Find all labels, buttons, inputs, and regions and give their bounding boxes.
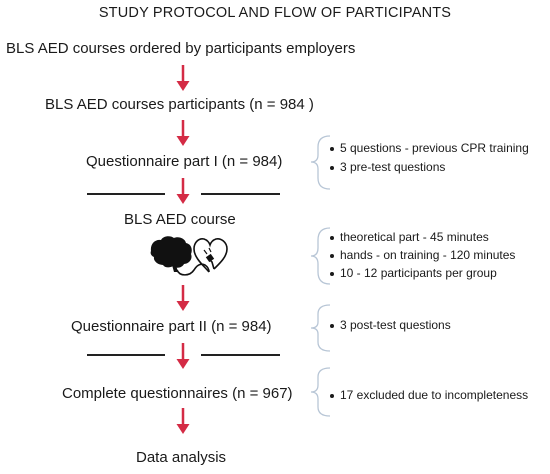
note-pre-test-questions: 3 pre-test questions bbox=[340, 160, 446, 174]
note-excluded-incomplete: 17 excluded due to incompleteness bbox=[340, 388, 529, 402]
arrow-5 bbox=[177, 343, 190, 369]
step-courses-ordered: BLS AED courses ordered by participants employers bbox=[6, 40, 356, 57]
brain-icon bbox=[151, 236, 192, 272]
brain-heart-connection-icon bbox=[151, 236, 227, 275]
step-questionnaire-part-2: Questionnaire part II (n = 984) bbox=[71, 318, 272, 335]
arrow-6 bbox=[177, 408, 190, 434]
bullet bbox=[330, 166, 334, 170]
bullets bbox=[330, 147, 334, 398]
step-course-participants: BLS AED courses participants (n = 984 ) bbox=[45, 96, 314, 113]
step-bls-aed-course: BLS AED course bbox=[124, 211, 236, 228]
bullet bbox=[330, 272, 334, 276]
note-theoretical-part: theoretical part - 45 minutes bbox=[340, 230, 489, 244]
brace-2 bbox=[311, 228, 330, 284]
arrow-4 bbox=[177, 285, 190, 311]
arrow-1 bbox=[177, 65, 190, 91]
step-data-analysis: Data analysis bbox=[136, 449, 227, 466]
step-complete-questionnaires: Complete questionnaires (n = 967) bbox=[62, 385, 293, 402]
bullet bbox=[330, 324, 334, 328]
brace-1 bbox=[311, 136, 330, 189]
note-participants-per-group: 10 - 12 participants per group bbox=[340, 266, 497, 280]
arrow-3 bbox=[177, 178, 190, 204]
note-hands-on-training: hands - on training - 120 minutes bbox=[340, 248, 516, 262]
note-previous-cpr-training: 5 questions - previous CPR training bbox=[340, 141, 529, 155]
bullet bbox=[330, 394, 334, 398]
step-questionnaire-part-1: Questionnaire part I (n = 984) bbox=[86, 153, 283, 170]
bullet bbox=[330, 254, 334, 258]
bullet bbox=[330, 147, 334, 151]
note-post-test-questions: 3 post-test questions bbox=[340, 318, 451, 332]
arrow-2 bbox=[177, 120, 190, 146]
brace-4 bbox=[311, 368, 330, 416]
bullet bbox=[330, 236, 334, 240]
brace-3 bbox=[311, 305, 330, 351]
diagram-title: STUDY PROTOCOL AND FLOW OF PARTICIPANTS bbox=[98, 5, 452, 21]
